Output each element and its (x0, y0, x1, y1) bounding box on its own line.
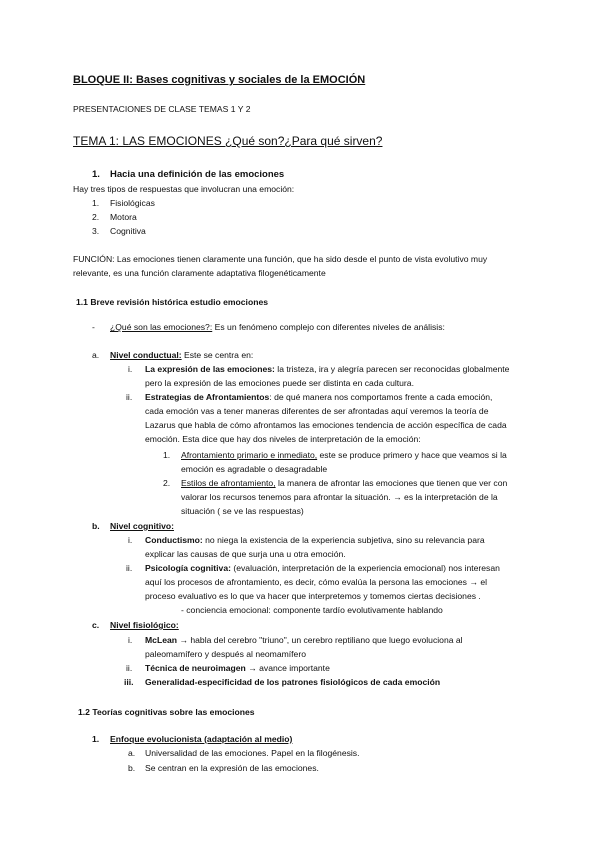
section-1-2-item-label: Enfoque evolucionista (adaptación al medio) (110, 734, 293, 744)
level-a-label: Nivel conductual: (110, 350, 182, 360)
level-c-ii-marker: ii. (126, 663, 133, 673)
sublist-item-2-line1 (181, 478, 507, 489)
level-b-ii-line1 (145, 563, 500, 574)
level-a-marker: a. (92, 350, 100, 360)
level-a-ii-text1: : de qué manera nos comportamos frente a cada emoción, (269, 392, 493, 402)
funcion-paragraph-line2: relevante, es una función claramente adaptativa filogenéticamente (73, 268, 326, 278)
level-b-i-marker: i. (128, 535, 133, 545)
sublist-item-2-line3: situación ( se ve las respuestas) (181, 506, 304, 516)
level-b-ii-label: Psicología cognitiva: (145, 563, 231, 573)
level-c-i-marker: i. (128, 635, 133, 645)
list-item: Motora (110, 212, 137, 222)
level-c-i-text1: → habla del cerebro "triuno", un cerebro reptiliano que luego evoluciona al (177, 635, 463, 645)
level-a-i-marker: i. (128, 364, 133, 374)
sublist-item-2-line2: valorar los recursos tenemos para afrontar la situación. → es la interpretación de la (181, 492, 498, 502)
section-1-2-b-marker: b. (128, 763, 136, 773)
level-a-i-label: La expresión de las emociones: (145, 364, 275, 374)
level-a-ii-line3: Lazarus que habla de cómo afrontamos las emociones tendencia de acción específica de cada (145, 420, 507, 430)
level-c-iii-label: Generalidad-especificidad de los patrones fisiológicos de cada emoción (145, 677, 441, 687)
dash-marker: - (92, 322, 95, 332)
level-a-ii-line2: cada emoción vas a tener maneras diferentes de ser afrontadas aquí veremos la teoría de (145, 406, 489, 416)
section-1-1-title: 1.1 Breve revisión histórica estudio emociones (76, 297, 268, 307)
level-c-i-line1 (145, 635, 463, 646)
level-b-ii-text1: (evaluación, interpretación de la experiencia emocional) nos interesan (230, 563, 500, 573)
level-b-ii-marker: ii. (126, 563, 133, 573)
level-c-ii-label: Técnica de neuroimagen (145, 663, 246, 673)
level-b-ii-line3: proceso evaluativo es lo que va hacer que interpretemos y tomemos ciertas decisiones . (145, 591, 481, 601)
sublist-item-1-label: Afrontamiento primario e inmediato, (181, 450, 318, 460)
level-a-i-text1: la tristeza, ira y alegría parecen ser reconocidas globalmente (274, 364, 510, 374)
level-b-i-line2: explicar las causas de que surja una u otra emoción. (145, 549, 346, 559)
list-item: Cognitiva (110, 226, 146, 236)
tema-title: TEMA 1: LAS EMOCIONES ¿Qué son?¿Para qué sirven? (73, 134, 383, 148)
sublist-item-1-text: este se produce primero y hace que veamos si la (317, 450, 507, 460)
section-1-title: Hacia una definición de las emociones (110, 169, 285, 180)
level-b-i-text1: no niega la existencia de la experiencia subjetiva, sino su relevancia para (202, 535, 485, 545)
level-b-ii-line4: - conciencia emocional: componente tardío evolutivamente hablando (181, 605, 443, 615)
section-1-number: 1. (92, 169, 100, 180)
sublist-marker-2: 2. (163, 478, 171, 488)
level-b-ii-line2: aquí los procesos de afrontamiento, es decir, cómo evalúa la persona las emociones → el (145, 577, 488, 587)
level-b-marker: b. (92, 521, 100, 531)
level-b-i-label: Conductismo: (145, 535, 203, 545)
sublist-item-2-label: Estilos de afrontamiento, (181, 478, 276, 488)
level-a-line (110, 350, 253, 361)
level-c-ii-text: → avance importante (245, 663, 330, 673)
level-c-i-label: McLean (145, 635, 177, 645)
level-a-i-line1 (145, 364, 509, 375)
list-item: Fisiológicas (110, 198, 155, 208)
level-c-iii-marker: iii. (124, 677, 134, 687)
question-line (110, 322, 445, 333)
sublist-item-1-line2: emoción es agradable o desagradable (181, 464, 328, 474)
level-a-ii-marker: ii. (126, 392, 133, 402)
funcion-paragraph-line1: FUNCIÓN: Las emociones tienen claramente una función, que ha sido desde el punto de vista evolutivo muy (73, 254, 488, 264)
list-marker: 3. (92, 226, 100, 236)
level-c-ii-line (145, 663, 330, 674)
level-a-ii-line4: emoción. Esta dice que hay dos niveles de interpretación de la emoción: (145, 434, 421, 444)
level-c-label: Nivel fisiológico: (110, 620, 179, 630)
section-1-2-title: 1.2 Teorías cognitivas sobre las emociones (78, 707, 255, 717)
level-c-i-line2: paleomamífero y después al neomamífero (145, 649, 306, 659)
list-marker: 2. (92, 212, 100, 222)
sublist-marker-1: 1. (163, 450, 171, 460)
section-1-2-a-text: Universalidad de las emociones. Papel en la filogénesis. (145, 748, 360, 758)
block-title: BLOQUE II: Bases cognitivas y sociales de la EMOCIÓN (73, 74, 366, 86)
list-marker: 1. (92, 198, 100, 208)
sublist-item-1-line1 (181, 450, 507, 461)
section-1-2-item-marker: 1. (92, 734, 100, 744)
sublist-item-2-text: la manera de afrontar las emociones que tienen que ver con (275, 478, 508, 488)
section-1-2-a-marker: a. (128, 748, 136, 758)
level-a-i-line2: pero la expresión de las emociones puede ser distinta en cada cultura. (145, 378, 414, 388)
level-c-marker: c. (92, 620, 100, 630)
level-a-ii-line1 (145, 392, 492, 403)
section-1-intro: Hay tres tipos de respuestas que involucran una emoción: (73, 184, 295, 194)
section-1-2-b-text: Se centran en la expresión de las emociones. (145, 763, 319, 773)
level-a-ii-label: Estrategias de Afrontamientos (145, 392, 270, 402)
question-label: ¿Qué son las emociones?: (110, 322, 213, 332)
question-text: Es un fenómeno complejo con diferentes niveles de análisis: (212, 322, 445, 332)
level-b-i-line1 (145, 535, 485, 546)
level-a-text: Este se centra en: (181, 350, 254, 360)
level-b-label: Nivel cognitivo: (110, 521, 174, 531)
presentations-subtitle: PRESENTACIONES DE CLASE TEMAS 1 Y 2 (73, 104, 251, 114)
